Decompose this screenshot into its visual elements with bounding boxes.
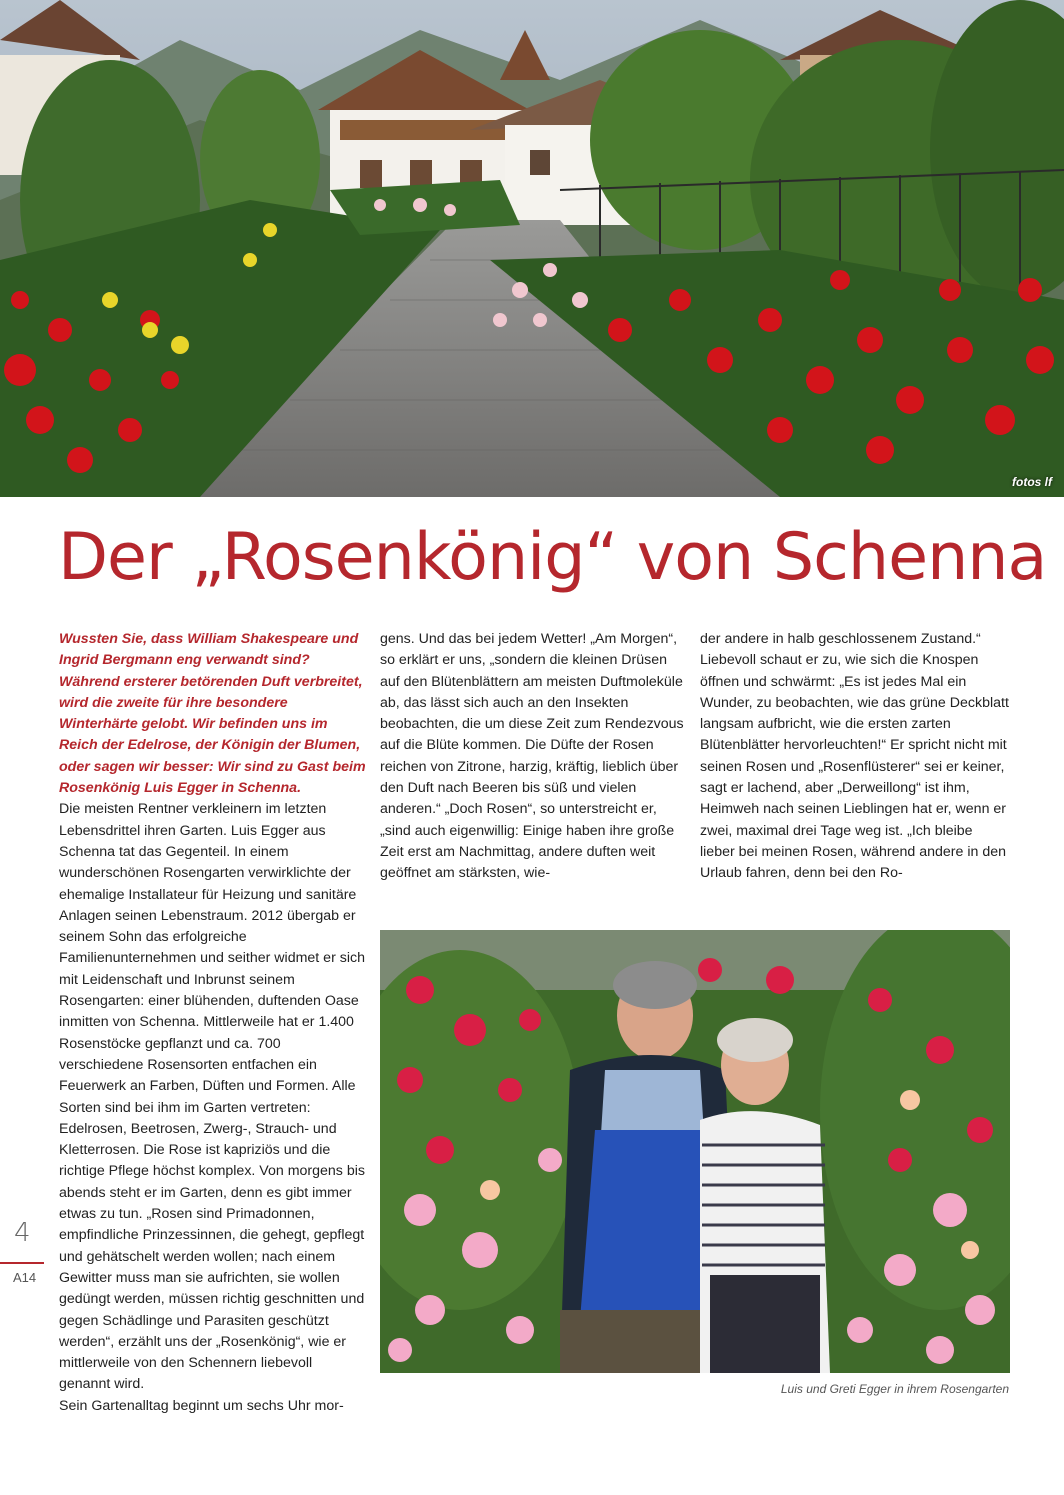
article-headline: Der „Rosenkönig“ von Schenna [58,520,1047,595]
couple-in-rose-garden-image [380,930,1010,1373]
body-paragraph: Sein Gartenalltag beginnt um sechs Uhr mor- [59,1397,344,1414]
photo-credit: fotos lf [1012,475,1052,489]
body-paragraph: Die meisten Rentner verkleinern im letzten Lebensdrittel ihren Garten. Luis Egger aus Schenna tat das Gegenteil. In einem wunderschönen Rosengarten verwirklichte der ehemalige Installateur für Heizung und sanitäre Anlagen seinen Lebenstraum. 2012 übergab er seinem Sohn das erfolgreiche Familienunternehmen und seither widmet er sich mit Leidenschaft und Inbrunst seinem Rosengarten: einer blühenden, duftenden Oase inmitten von Schenna. Mittlerweile hat er 1.400 Rosenstöcke gepflanzt und ca. 700 verschiedene Rosensorten entfachen ein Feuerwerk an Farben, Düften und Formen. Alle Sorten sind bei ihm im Garten vertreten: Edelrosen, Beetrosen, Zwerg-, Strauch- und Kletterrosen. Die Rose ist kapriziös und die richtige Pflege höchst komplex. Von morgens bis abends steht er im Garten, denn es gibt immer etwas zu tun. „Rosen sind Primadonnen, empfindliche Prinzessinnen, die gehegt, gepflegt und gehätschelt werden wollen; nach einem Gewitter muss man sie aufrichten, sie wollen gedüngt werden, müssen richtig geschnitten und gegen Schädlinge und Parasiten geschützt werden“, erzählt uns der „Rosenkönig“, wie er mittlerweile von den Schennern liebevoll genannt wird. [59,801,365,1393]
rose-garden-path-image [0,0,1064,497]
body-paragraph: der andere in halb geschlossenem Zustand.“ Liebevoll schaut er zu, wie sich die Knospen öffnen und schwärmt: „Es ist jedes Mal ein Wunder, zu beobachten, wie das grüne Deckblatt langsam aufbricht, wie die ersten zarten Blütenblätter hervorleuchten!“ Er spricht nicht mit seinen Rosen und „Rosenflüsterer“ sei er keiner, sagt er lachend, aber „Derweillong“ ist ihm, Heimweh nach seinen Lieblingen hat er, wenn er zwei, maximal drei Tage weg ist. „Ich bleibe lieber bei meinen Rosen, während andere in den Urlaub fahren, denn bei den Ro- [700,631,1009,882]
photo-caption: Luis und Greti Egger in ihrem Rosengarten [780,1382,1009,1396]
couple-photo [380,930,1010,1373]
text-column-1 [59,629,367,1417]
page-number: 4 [14,1218,31,1248]
text-column-3 [700,629,1010,885]
text-column-2 [380,629,686,885]
article-lead: Wussten Sie, dass William Shakespeare und Ingrid Bergmann eng verwandt sind? Während ersterer betörenden Duft verbreitet, wird die zweite für ihre besondere Winterhärte gelobt. Wir befinden uns im Reich der Edelrose, der Königin der Blumen, oder sagen wir besser: Wir sind zu Gast beim Rosenkönig Luis Egger in Schenna. [59,631,366,797]
hero-photo [0,0,1064,497]
page-code: A14 [13,1270,37,1285]
body-paragraph: gens. Und das bei jedem Wetter! „Am Morgen“, so erklärt er uns, „sondern die kleinen Drüsen auf den Blütenblättern am meisten Duftmoleküle ab, das lässt sich auch an den Insekten beobachten, die um diese Zeit zum Rendezvous auf die Blüte kommen. Die Düfte der Rosen reichen von Zitrone, harzig, kräftig, lieblich über den Duft nach Beeren bis süß und vielen anderen.“ „Doch Rosen“, so unterstreicht er, „sind auch eigenwillig: Einige haben ihre große Zeit erst am Nachmittag, andere duften weit geöffnet am stärksten, wie- [380,631,684,882]
page-marker-rule [0,1262,44,1264]
